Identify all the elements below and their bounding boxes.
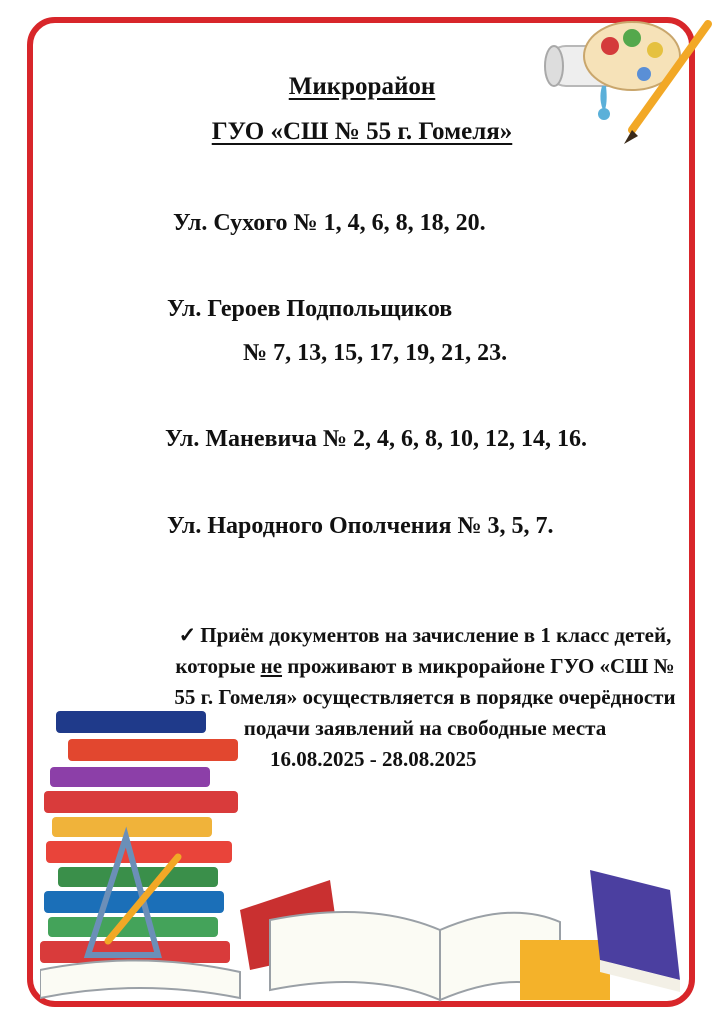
school-title: ГУО «СШ № 55 г. Гомеля»: [211, 118, 513, 145]
street-manevicha: Ул. Маневича № 2, 4, 6, 8, 10, 12, 14, 16.: [165, 426, 587, 452]
admission-dates: 16.08.2025 - 28.08.2025: [270, 747, 477, 771]
street-sukhogo: Ул. Сухого № 1, 4, 6, 8, 18, 20.: [173, 210, 486, 236]
street-geroev-numbers: № 7, 13, 15, 17, 19, 21, 23.: [243, 340, 508, 366]
palette-scroll-icon: [540, 8, 720, 148]
emphasis-word: не: [260, 654, 283, 678]
street-narodnogo: Ул. Народного Ополчения № 3, 5, 7.: [167, 513, 554, 539]
check-icon: ✓: [178, 623, 197, 647]
admission-notice: ✓ Приём документов на зачисление в 1 класс детей, которые не проживают в микрорайоне ГУО «СШ № 55 г. Гомеля» осуществляется в порядке очерёдности подачи заявлений на свободные места 16.08.2025 - 28.08.2025: [165, 620, 685, 775]
street-geroev-title: Ул. Героев Подпольщиков: [167, 296, 453, 322]
open-books-icon: [40, 860, 708, 1010]
page-title: Микрорайон: [288, 73, 436, 100]
